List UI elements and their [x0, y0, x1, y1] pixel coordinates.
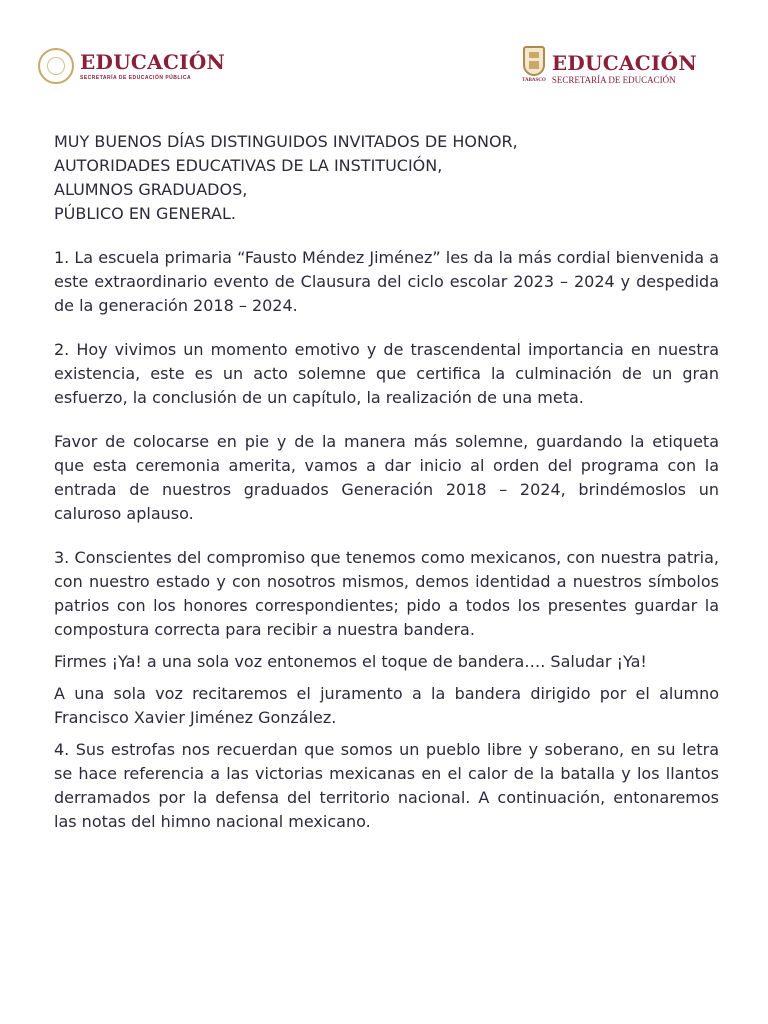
coat-of-arms-icon — [38, 48, 74, 84]
greeting-line: MUY BUENOS DÍAS DISTINGUIDOS INVITADOS DE HONOR, — [54, 132, 518, 151]
tabasco-shield-icon — [523, 46, 545, 76]
greeting-line: AUTORIDADES EDUCATIVAS DE LA INSTITUCIÓN, — [54, 156, 443, 175]
paragraph-stand-up: Favor de colocarse en pie y de la manera más solemne, guardando la etiqueta que esta ceremonia amerita, vamos a dar inicio al orden del programa con la entrada de nuestros graduados Generación 2018 – 2024, brindémoslos un caluroso aplauso. — [54, 432, 719, 523]
sep-logo — [38, 46, 225, 86]
tabasco-logo-title: EDUCACIÓN — [551, 51, 697, 75]
greeting-line: ALUMNOS GRADUADOS, — [54, 180, 248, 199]
paragraph-flag-salute: Firmes ¡Ya! a una sola voz entonemos el toque de bandera…. Saludar ¡Ya! — [54, 652, 647, 671]
greeting-line: PÚBLICO EN GENERAL. — [54, 204, 236, 223]
greeting-block — [54, 130, 719, 226]
state-label: TABASCO — [522, 78, 546, 83]
paragraph-welcome: 1. La escuela primaria “Fausto Méndez Jiménez” les da la más cordial bienvenida a este extraordinario evento de Clausura del ciclo escolar 2023 – 2024 y despedida de la generación 2018 – 2024. — [54, 248, 719, 315]
sep-logo-subtitle: SECRETARÍA DE EDUCACIÓN PÚBLICA — [80, 75, 192, 81]
tabasco-education-logo — [522, 46, 697, 85]
tabasco-logo-subtitle: SECRETARÍA DE EDUCACIÓN — [551, 75, 676, 85]
speech-text — [54, 130, 719, 834]
paragraph-flag-oath: A una sola voz recitaremos el juramento a la bandera dirigido por el alumno Francisco Xavier Jiménez González. — [54, 684, 719, 727]
paragraph-national-anthem: 4. Sus estrofas nos recuerdan que somos un pueblo libre y soberano, en su letra se hace referencia a las victorias mexicanas en el calor de la batalla y los llantos derramados por la defensa del territorio nacional. A continuación, entonaremos las notas del himno nacional mexicano. — [54, 740, 719, 831]
paragraph-emotive-moment: 2. Hoy vivimos un momento emotivo y de trascendental importancia en nuestra existencia, este es un acto solemne que certifica la culminación de un gran esfuerzo, la conclusión de un capítulo, la realización de una meta. — [54, 340, 719, 407]
paragraph-national-symbols: 3. Conscientes del compromiso que tenemos como mexicanos, con nuestra patria, con nuestro estado y con nosotros mismos, demos identidad a nuestros símbolos patrios con los honores correspondientes; pido a todos los presentes guardar la compostura correcta para recibir a nuestra bandera. — [54, 548, 719, 639]
sep-logo-title: EDUCACIÓN — [80, 50, 226, 74]
